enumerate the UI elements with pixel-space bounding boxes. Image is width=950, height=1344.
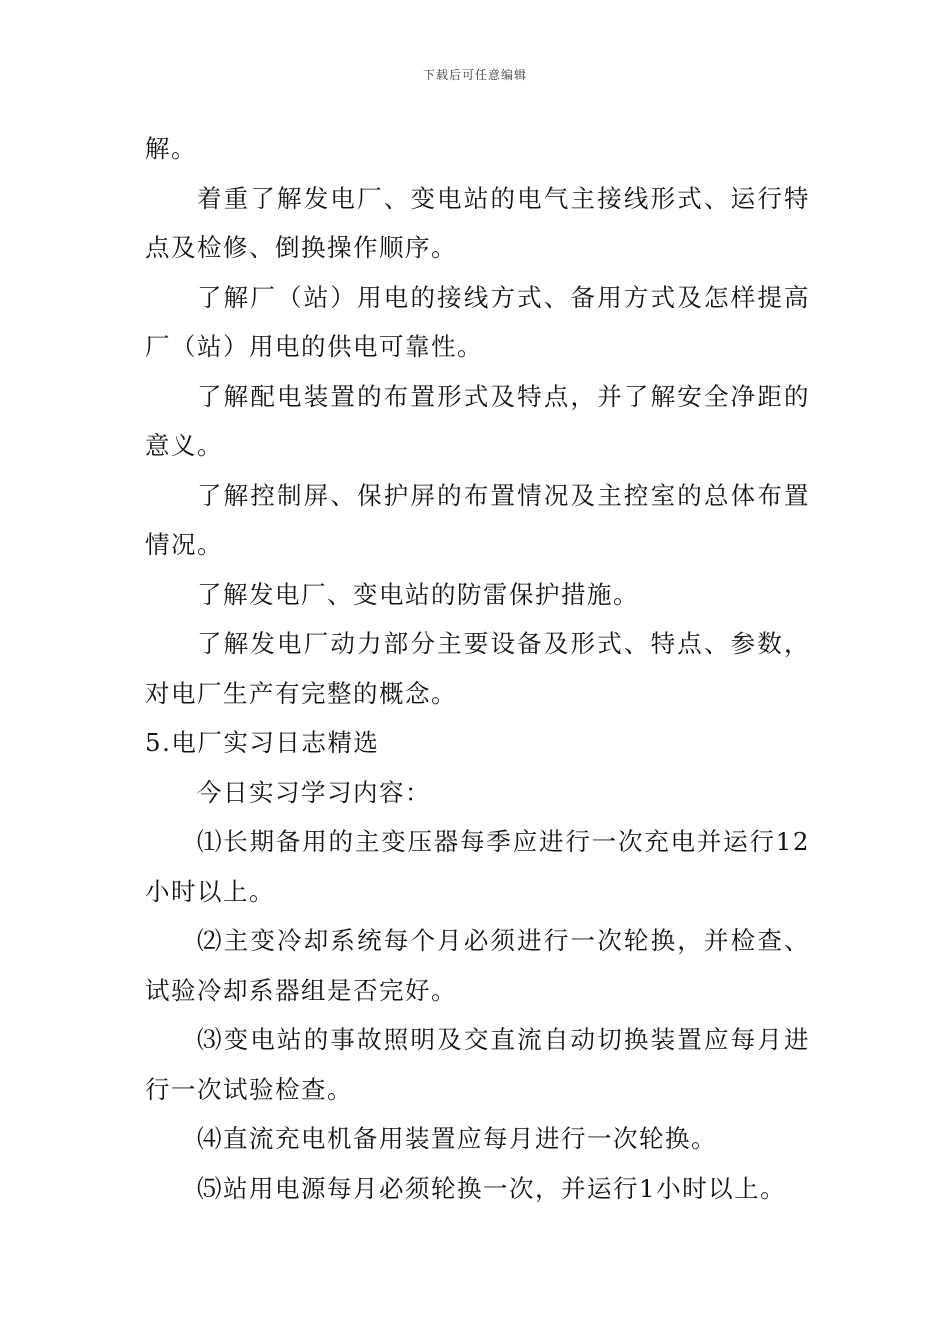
header-note: 下载后可任意编辑 (422, 68, 527, 82)
list-item-3: ⑶变电站的事故照明及交直流自动切换装置应每月进行一次试验检查。 (145, 1025, 810, 1104)
paragraph-main-wiring: 着重了解发电厂、变电站的电气主接线形式、运行特点及检修、倒换操作顺序。 (145, 183, 810, 262)
document-body (145, 124, 810, 1213)
list-item-5: ⑸站用电源每月必须轮换一次，并运行1小时以上。 (197, 1173, 787, 1203)
paragraph-switchgear-layout: 了解配电装置的布置形式及特点，并了解安全净距的意义。 (145, 381, 810, 460)
paragraph-station-power: 了解厂（站）用电的接线方式、备用方式及怎样提高厂（站）用电的供电可靠性。 (145, 282, 810, 361)
paragraph-control-panels: 了解控制屏、保护屏的布置情况及主控室的总体布置情况。 (145, 480, 810, 559)
paragraph-today-content: 今日实习学习内容： (197, 777, 431, 807)
section-heading: 5.电厂实习日志精选 (145, 728, 380, 757)
list-item-1: ⑴长期备用的主变压器每季应进行一次充电并运行12小时以上。 (145, 827, 810, 906)
paragraph-power-equipment: 了解发电厂动力部分主要设备及形式、特点、参数，对电厂生产有完整的概念。 (145, 629, 810, 708)
list-item-2: ⑵主变冷却系统每个月必须进行一次轮换，并检查、试验冷却系器组是否完好。 (145, 926, 810, 1005)
list-item-4: ⑷直流充电机备用装置应每月进行一次轮换。 (197, 1124, 717, 1153)
paragraph-lightning-protection: 了解发电厂、变电站的防雷保护措施。 (197, 579, 639, 609)
paragraph-continuation: 解。 (145, 134, 197, 163)
